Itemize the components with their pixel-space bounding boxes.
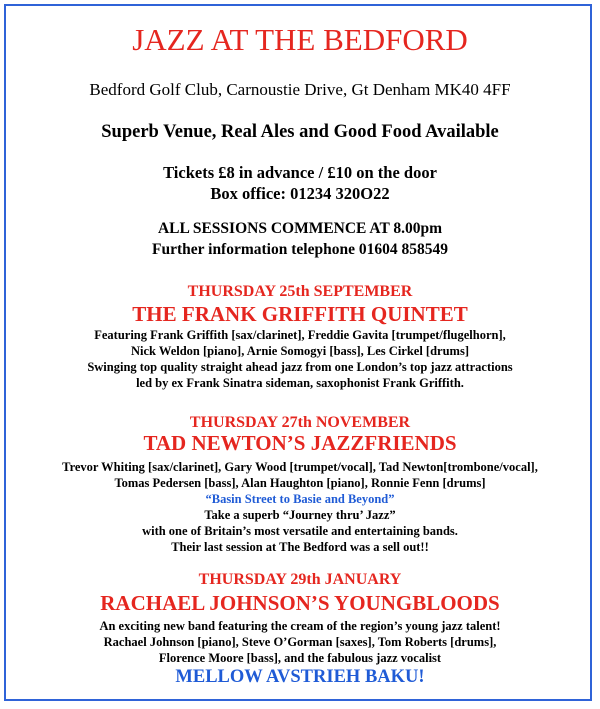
event-1-line: led by ex Frank Sinatra sideman, saxophonist Frank Griffith. <box>136 376 464 390</box>
ticket-prices: Tickets £8 in advance / £10 on the door <box>163 163 437 182</box>
box-office: Box office: 01234 320O22 <box>210 184 390 203</box>
poster-title: JAZZ AT THE BEDFORD <box>132 22 468 57</box>
event-3-details <box>0 618 600 666</box>
event-2-subtitle: “Basin Street to Basie and Beyond” <box>205 492 395 506</box>
event-3-line: Florence Moore [bass], and the fabulous jazz vocalist <box>158 651 442 665</box>
session-info <box>0 218 600 260</box>
event-3-date: THURSDAY 29th JANUARY <box>198 571 402 588</box>
event-3-line: Rachael Johnson [piano], Steve O’Gorman [saxes], Tom Roberts [drums], <box>103 635 497 649</box>
session-time: ALL SESSIONS COMMENCE AT 8.00pm <box>157 220 443 237</box>
venue-address: Bedford Golf Club, Carnoustie Drive, Gt Denham MK40 4FF <box>89 80 511 99</box>
event-2-line: Take a superb “Journey thru’ Jazz” <box>204 508 396 522</box>
event-1-line: Swinging top quality straight ahead jazz from one London’s top jazz attractions <box>87 360 513 374</box>
event-1-band: THE FRANK GRIFFITH QUINTET <box>132 302 468 326</box>
event-2-line: Tomas Pedersen [bass], Alan Haughton [piano], Ronnie Fenn [drums] <box>114 476 486 490</box>
venue-tagline: Superb Venue, Real Ales and Good Food Available <box>101 122 499 142</box>
featured-vocalist: MELLOW AVSTRIEH BAKU! <box>175 667 425 687</box>
event-1-line: Nick Weldon [piano], Arnie Somogyi [bass], Les Cirkel [drums] <box>131 344 469 358</box>
event-2-details <box>0 459 600 555</box>
info-phone: Further information telephone 01604 858549 <box>152 241 448 258</box>
event-2-date: THURSDAY 27th NOVEMBER <box>189 414 411 431</box>
event-2-band: TAD NEWTON’S JAZZFRIENDS <box>143 431 457 455</box>
event-1-line: Featuring Frank Griffith [sax/clarinet], Freddie Gavita [trumpet/flugelhorn], <box>94 328 506 342</box>
event-2-line: Trevor Whiting [sax/clarinet], Gary Wood [trumpet/vocal], Tad Newton[trombone/vocal], <box>62 460 538 474</box>
event-3-line: An exciting new band featuring the cream of the region’s young jazz talent! <box>99 619 501 633</box>
event-2-line: Their last session at The Bedford was a sell out!! <box>171 540 429 554</box>
ticket-info <box>0 162 600 204</box>
event-1-date: THURSDAY 25th SEPTEMBER <box>187 283 413 300</box>
event-3-band: RACHAEL JOHNSON’S YOUNGBLOODS <box>100 591 500 615</box>
event-2-line: with one of Britain’s most versatile and entertaining bands. <box>142 524 458 538</box>
event-1-details <box>0 327 600 391</box>
